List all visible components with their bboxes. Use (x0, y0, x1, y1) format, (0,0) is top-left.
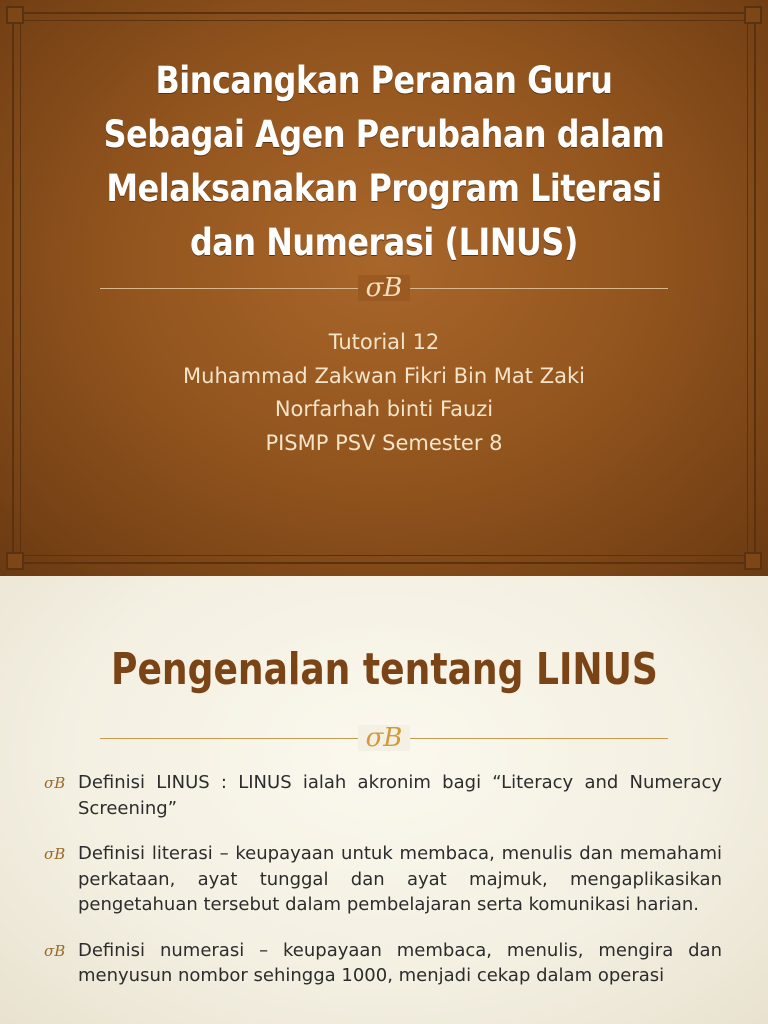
subtitle-line: PISMP PSV Semester 8 (265, 430, 503, 455)
subtitle-line: Norfarhah binti Fauzi (274, 397, 494, 421)
subtitle-line: Muhammad Zakwan Fikri Bin Mat Zaki (183, 363, 585, 388)
bullet-list (44, 770, 722, 1009)
flourish-ornament-icon: σΒ (358, 275, 410, 301)
list-item (44, 938, 722, 989)
bullet-text: Definisi literasi – keupayaan untuk membaca, menulis dan memahami perkataan, ayat tunggal dan ayat majmuk, mengaplikasikan pengetahuan tersebut dalam pembelajaran serta komunikasi harian. (78, 843, 722, 915)
frame-corner-ornament (744, 552, 762, 570)
slide-title: Bincangkan Peranan Guru Sebagai Agen Perubahan dalam Melaksanakan Program Literasi dan Numerasi (LINUS) (103, 59, 665, 264)
list-item (44, 841, 722, 918)
content-slide (0, 576, 768, 1024)
list-item (44, 770, 722, 821)
slide-heading-wrap (0, 640, 768, 700)
slide-heading: Pengenalan tentang LINUS (110, 644, 658, 695)
flourish-bullet-icon: σΒ (44, 941, 66, 960)
subtitle-line: Tutorial 12 (328, 330, 440, 354)
bullet-text: Definisi numerasi – keupayaan membaca, menulis, mengira dan menyusun nombor sehingga 1000, menjadi cekap dalam operasi (78, 939, 722, 986)
flourish-ornament-icon: σΒ (358, 725, 410, 751)
slide-subtitle (40, 326, 728, 460)
frame-corner-ornament (6, 552, 24, 570)
flourish-bullet-icon: σΒ (44, 845, 66, 863)
flourish-bullet-icon: σΒ (44, 774, 66, 792)
frame-corner-ornament (6, 6, 24, 24)
bullet-text: Definisi LINUS : LINUS ialah akronim bagi “Literacy and Numeracy Screening” (78, 772, 722, 819)
frame-corner-ornament (744, 6, 762, 24)
